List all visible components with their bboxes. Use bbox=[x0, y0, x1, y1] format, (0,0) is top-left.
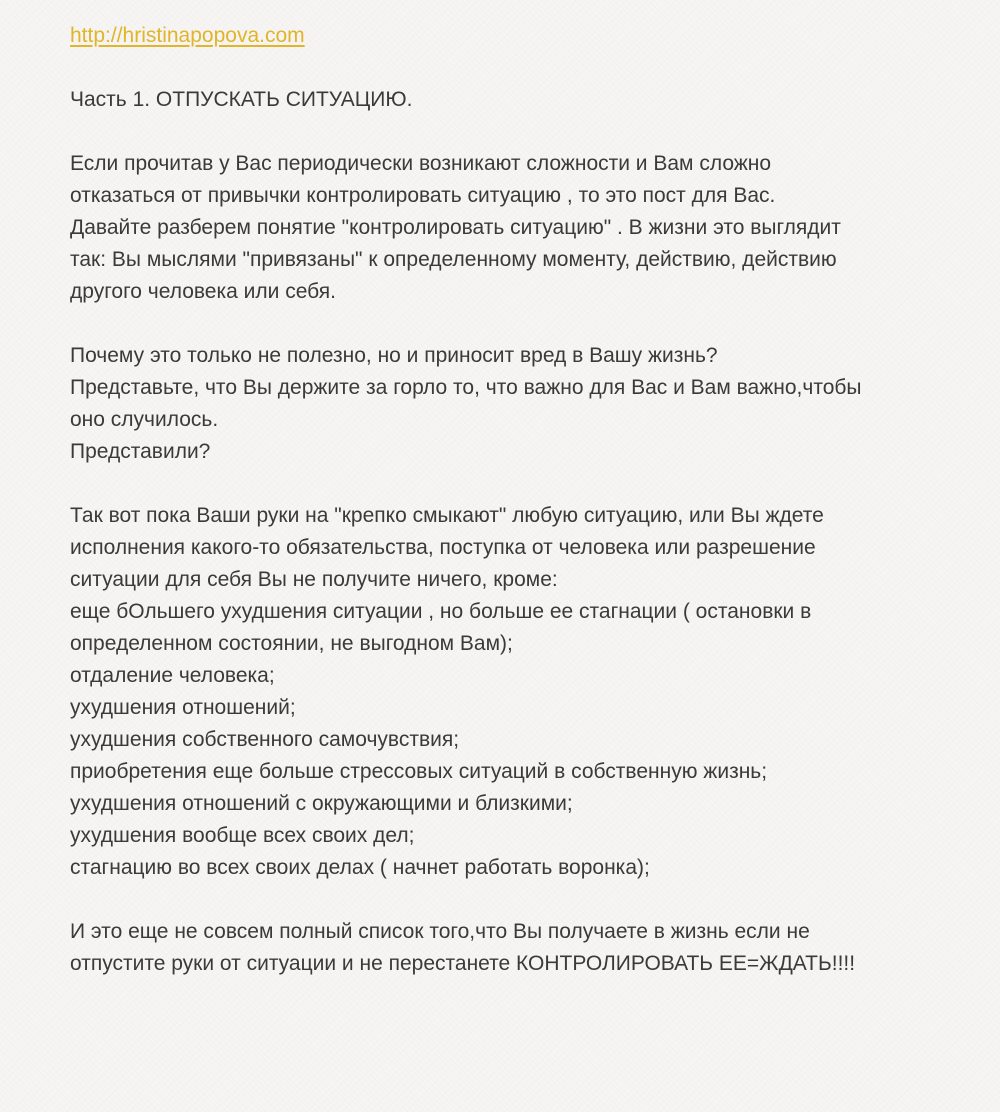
list-item: приобретения еще больше стрессовых ситуаций в собственную жизнь; bbox=[70, 760, 768, 783]
paragraph-question bbox=[70, 340, 950, 468]
document-body bbox=[70, 20, 950, 980]
text-line: И это еще не совсем полный список того,что Вы получаете в жизнь если не bbox=[70, 920, 810, 943]
text-line: Так вот пока Ваши руки на "крепко смыкают" любую ситуацию, или Вы ждете bbox=[70, 504, 824, 527]
list-item: стагнацию во всех своих делах ( начнет работать воронка); bbox=[70, 856, 650, 879]
text-line: Почему это только не полезно, но и приносит вред в Вашу жизнь? bbox=[70, 344, 718, 367]
text-line: другого человека или себя. bbox=[70, 280, 336, 303]
text-line: отказаться от привычки контролировать ситуацию , то это пост для Вас. bbox=[70, 184, 776, 207]
list-item: определенном состоянии, не выгодном Вам); bbox=[70, 632, 513, 655]
list-item: еще бОльшего ухудшения ситуации , но больше ее стагнации ( остановки в bbox=[70, 600, 812, 623]
spacer bbox=[70, 884, 950, 916]
spacer bbox=[70, 52, 950, 84]
heading-text: Часть 1. ОТПУСКАТЬ СИТУАЦИЮ. bbox=[70, 88, 413, 111]
text-line: исполнения какого-то обязательства, поступка от человека или разрешение bbox=[70, 536, 816, 559]
spacer bbox=[70, 116, 950, 148]
text-line: отпустите руки от ситуации и не перестанете КОНТРОЛИРОВАТЬ ЕЕ=ЖДАТЬ!!!! bbox=[70, 952, 856, 975]
paragraph-consequences bbox=[70, 500, 950, 884]
text-line: ситуации для себя Вы не получите ничего, кроме: bbox=[70, 568, 558, 591]
spacer bbox=[70, 308, 950, 340]
list-item: ухудшения собственного самочувствия; bbox=[70, 728, 460, 751]
text-line: Представьте, что Вы держите за горло то, что важно для Вас и Вам важно,чтобы bbox=[70, 376, 862, 399]
spacer bbox=[70, 468, 950, 500]
text-line: Если прочитав у Вас периодически возникают сложности и Вам сложно bbox=[70, 152, 772, 175]
text-line: оно случилось. bbox=[70, 408, 219, 431]
paragraph-conclusion bbox=[70, 916, 950, 980]
list-item: ухудшения отношений с окружающими и близкими; bbox=[70, 792, 573, 815]
section-heading bbox=[70, 84, 950, 116]
text-line: Давайте разберем понятие "контролировать ситуацию" . В жизни это выглядит bbox=[70, 216, 841, 239]
website-link[interactable]: http://hristinapopova.com bbox=[70, 24, 305, 47]
text-line: так: Вы мыслями "привязаны" к определенному моменту, действию, действию bbox=[70, 248, 837, 271]
text-line: Представили? bbox=[70, 440, 211, 463]
list-item: ухудшения отношений; bbox=[70, 696, 296, 719]
list-item: ухудшения вообще всех своих дел; bbox=[70, 824, 415, 847]
paragraph-intro bbox=[70, 148, 950, 308]
list-item: отдаление человека; bbox=[70, 664, 275, 687]
